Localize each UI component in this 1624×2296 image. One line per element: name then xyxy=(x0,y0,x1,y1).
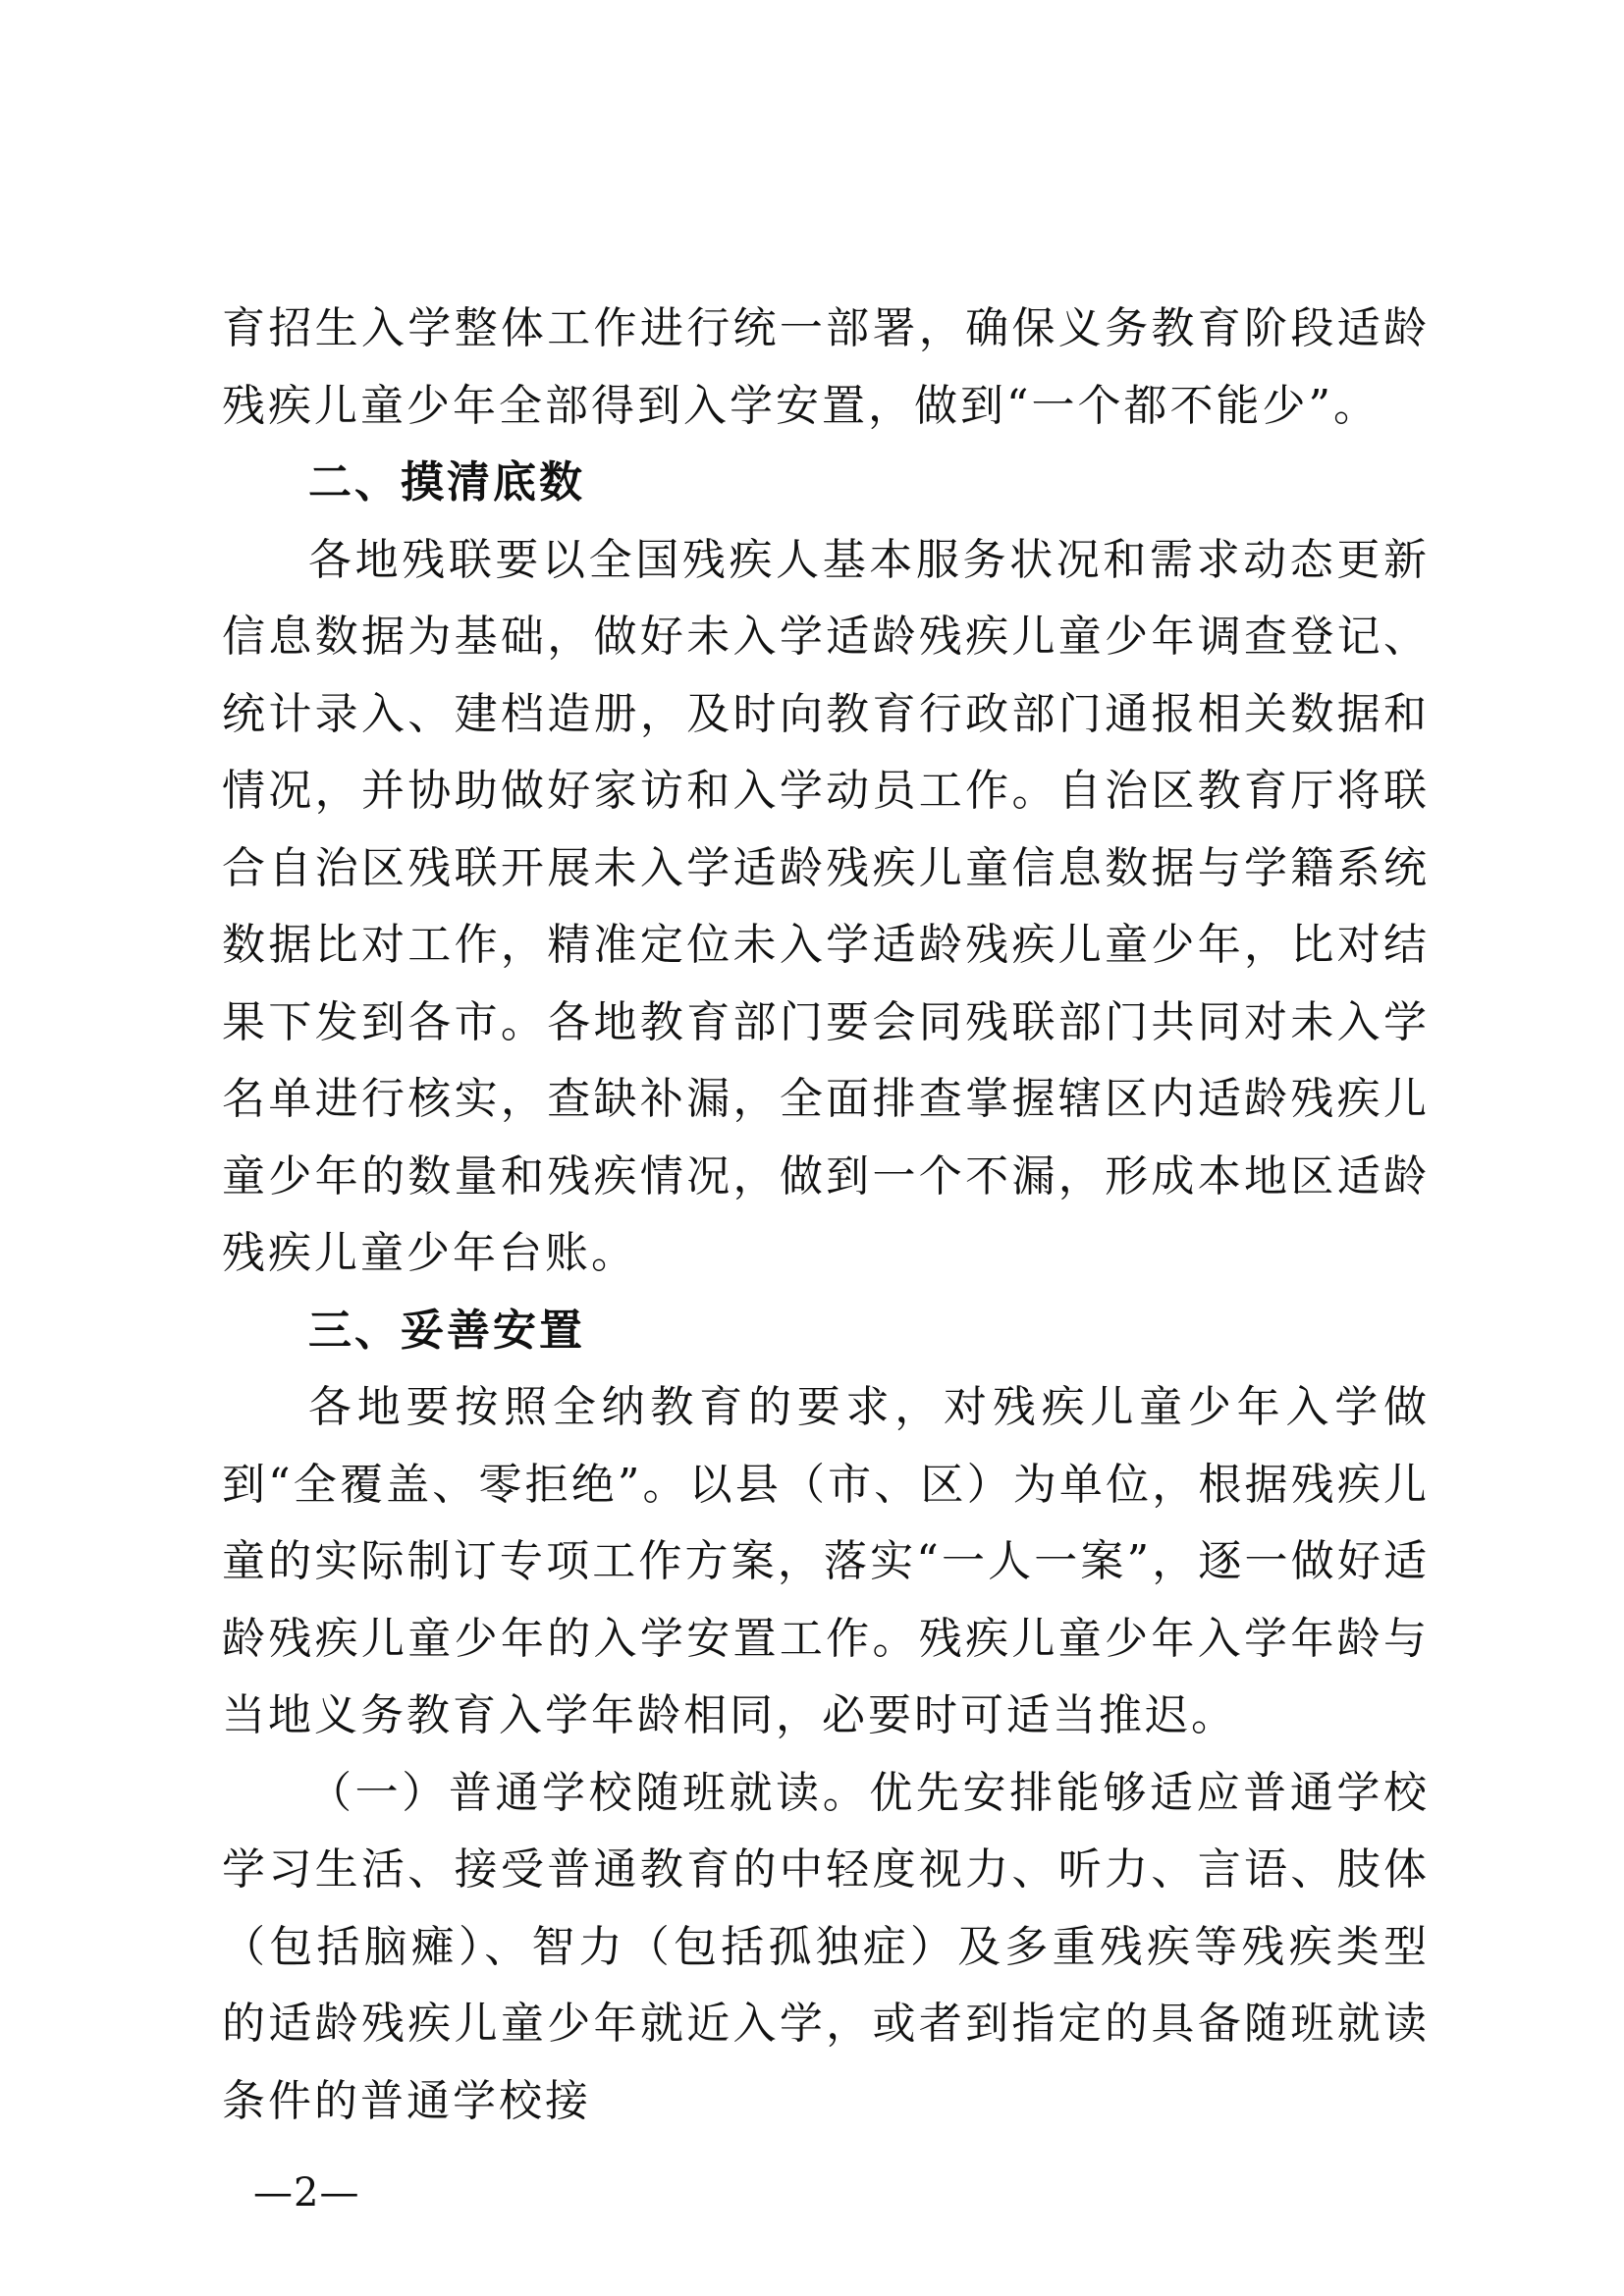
section-heading-3: 三、妥善安置 xyxy=(308,1305,585,1356)
section-heading-2: 二、摸清底数 xyxy=(308,457,585,507)
page-number: —2— xyxy=(253,2170,360,2216)
paragraph-placement: 各地要按照全纳教育的要求，对残疾儿童少年入学做到“全覆盖、零拒绝”。以县（市、区）为单位，根据残疾儿童的实际制订专项工作方案，落实“一人一案”，逐一做好适龄残疾儿童少年的入学安置工作。残疾儿童少年入学年龄与当地义务教育入学年龄相同，必要时可适当推迟。 xyxy=(222,1382,1430,1740)
document-body xyxy=(222,291,1430,2140)
paragraph-continuation: 育招生入学整体工作进行统一部署，确保义务教育阶段适龄残疾儿童少年全部得到入学安置，做到“一个都不能少”。 xyxy=(222,303,1430,431)
paragraph-regular-school: （一）普通学校随班就读。优先安排能够适应普通学校学习生活、接受普通教育的中轻度视力、听力、言语、肢体（包括脑瘫）、智力（包括孤独症）及多重残疾等残疾类型的适龄残疾儿童少年就近入学，或者到指定的具备随班就读条件的普通学校接 xyxy=(222,1767,1430,2126)
paragraph-survey-data: 各地残联要以全国残疾人基本服务状况和需求动态更新信息数据为基础，做好未入学适龄残疾儿童少年调查登记、统计录入、建档造册，及时向教育行政部门通报相关数据和情况，并协助做好家访和入学动员工作。自治区教育厅将联合自治区残联开展未入学适龄残疾儿童信息数据与学籍系统数据比对工作，精准定位未入学适龄残疾儿童少年，比对结果下发到各市。各地教育部门要会同残联部门共同对未入学名单进行核实，查缺补漏，全面排查掌握辖区内适龄残疾儿童少年的数量和残疾情况，做到一个不漏，形成本地区适龄残疾儿童少年台账。 xyxy=(222,534,1430,1278)
